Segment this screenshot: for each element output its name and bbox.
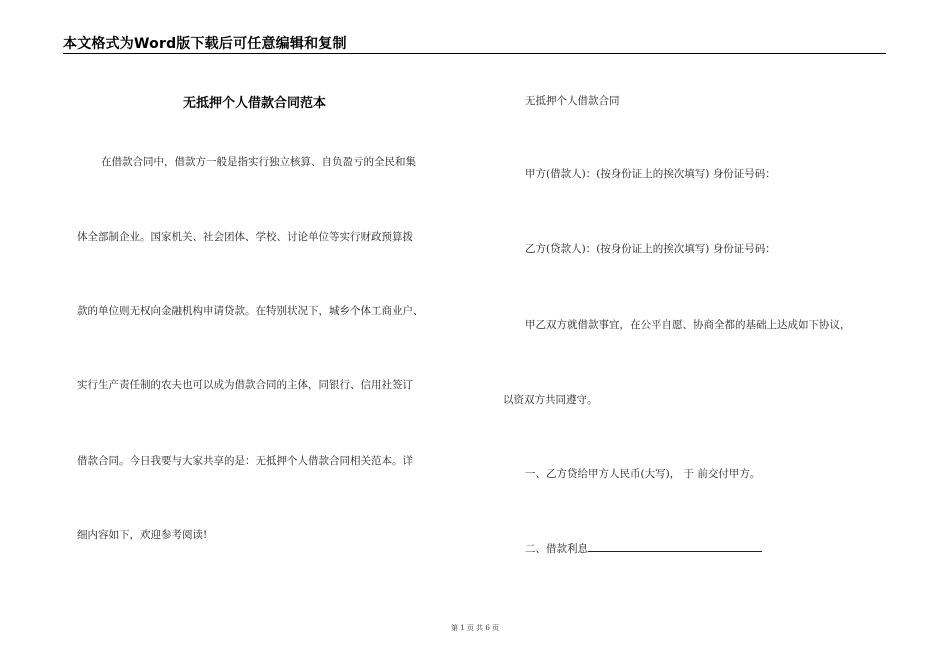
agreement-line-2: 以资双方共同遵守。 [503,394,598,406]
clause-2-label: 二、借款利息 [525,543,588,555]
clause-1-line: 一、乙方贷给甲方人民币(大写)， 于 前交付甲方。 [525,468,761,480]
party-b-line: 乙方(贷款人)：(按身份证上的挨次填写) 身份证号码： [525,243,776,255]
left-paragraph-line-5: 借款合同。今日我要与大家共享的是：无抵押个人借款合同相关范本。详 [77,455,413,467]
left-paragraph-line-6: 细内容如下，欢迎参考阅读! [77,529,208,541]
left-paragraph-line-4: 实行生产责任制的农夫也可以成为借款合同的主体，同银行、信用社签订 [77,379,413,391]
document-header-banner: 本文格式为Word版下载后可任意编辑和复制 [63,36,347,52]
party-a-line: 甲方(借款人)：(按身份证上的挨次填写) 身份证号码： [525,168,776,180]
page-number-footer: 第 1 页 共 6 页 [450,624,500,632]
header-divider [63,53,886,54]
contract-heading: 无抵押个人借款合同 [525,95,620,107]
document-title: 无抵押个人借款合同范本 [183,96,327,111]
left-paragraph-line-1: 在借款合同中，借款方一般是指实行独立核算、自负盈亏的全民和集 [101,156,416,168]
left-paragraph-line-3: 款的单位则无权向金融机构申请贷款。在特别状况下，城乡个体工商业户、 [77,305,424,317]
clause-2-line [525,541,762,556]
agreement-line-1: 甲乙双方就借款事宜，在公平自愿、协商全都的基础上达成如下协议， [525,319,851,331]
interest-blank-field [588,541,762,552]
left-paragraph-line-2: 体全部制企业。国家机关、社会团体、学校、讨论单位等实行财政预算拨 [77,231,413,243]
